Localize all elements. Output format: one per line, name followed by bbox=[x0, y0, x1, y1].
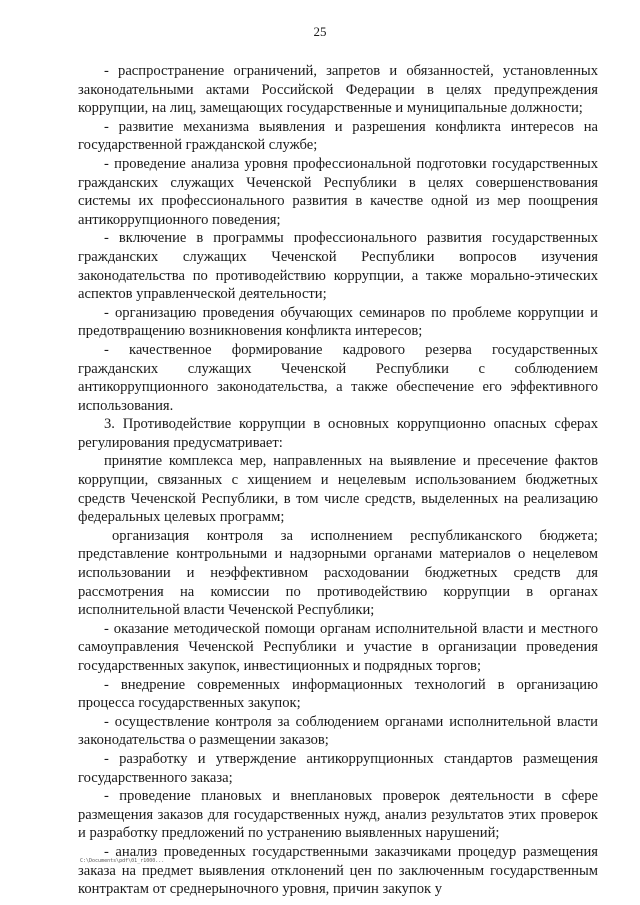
body-text bbox=[78, 62, 598, 899]
footer-file-path: C:\Documents\pdf\01_r1000... bbox=[80, 858, 165, 864]
paragraph: - проведение анализа уровня профессиональной подготовки государственных гражданских служащих Чеченской Республики в целях совершенствования системы их профессионального развития в качестве одной из мер поощрения антикоррупционного поведения; bbox=[78, 155, 598, 228]
page-number: 25 bbox=[313, 24, 327, 39]
paragraph: - внедрение современных информационных технологий в организацию процесса государственных закупок; bbox=[78, 676, 598, 712]
paragraph: организация контроля за исполнением республиканского бюджета; представление контрольными и надзорными органами материалов о нецелевом использовании и неэффективном расходовании бюджетных средств для рассмотрения на комиссии по противодействию коррупции в органах исполнительной власти Чеченской Республики; bbox=[78, 527, 598, 619]
paragraph: - анализ проведенных государственными заказчиками процедур размещения заказа на предмет выявления отклонений цен по заключенным государственным контрактам от среднерыночного уровня, причин закупок у bbox=[78, 843, 598, 898]
paragraph: - организацию проведения обучающих семинаров по проблеме коррупции и предотвращению возникновения конфликта интересов; bbox=[78, 304, 598, 340]
paragraph: - распространение ограничений, запретов и обязанностей, установленных законодательными актами Российской Федерации в целях предупреждения коррупции, на лиц, замещающих государственные и муниципальные должности; bbox=[78, 63, 598, 117]
paragraph: - проведение плановых и внеплановых проверок деятельности в сфере размещения заказов для государственных нужд, анализ результатов этих проверок и разработку предложений по устранению выявленных нарушений; bbox=[78, 788, 598, 842]
paragraph: - развитие механизма выявления и разрешения конфликта интересов на государственной гражданской службе; bbox=[78, 118, 598, 154]
paragraph: - включение в программы профессионального развития государственных гражданских служащих Чеченской Республики вопросов изучения законодательства по противодействию коррупции, а также морально-этических аспектов управленческой деятельности; bbox=[78, 230, 598, 303]
paragraph: - разработку и утверждение антикоррупционных стандартов размещения государственного заказа; bbox=[78, 750, 598, 786]
paragraph: - осуществление контроля за соблюдением органами исполнительной власти законодательства о размещении заказов; bbox=[78, 713, 598, 749]
paragraph: - оказание методической помощи органам исполнительной власти и местного самоуправления Чеченской Республики и участие в организации проведения государственных закупок, инвестиционных и подрядных торгов; bbox=[78, 620, 598, 674]
paragraph: - качественное формирование кадрового резерва государственных гражданских служащих Чеченской Республики с соблюдением антикоррупционного законодательства, а также обеспечение его эффективного использования. bbox=[78, 341, 598, 414]
paragraph: принятие комплекса мер, направленных на выявление и пресечение фактов коррупции, связанных с хищением и нецелевым использованием бюджетных средств Чеченской Республики, в том числе средств, выделенных на реализацию федеральных целевых программ; bbox=[78, 453, 598, 526]
paragraph: 3. Противодействие коррупции в основных коррупционно опасных сферах регулирования предусматривает: bbox=[78, 416, 598, 451]
